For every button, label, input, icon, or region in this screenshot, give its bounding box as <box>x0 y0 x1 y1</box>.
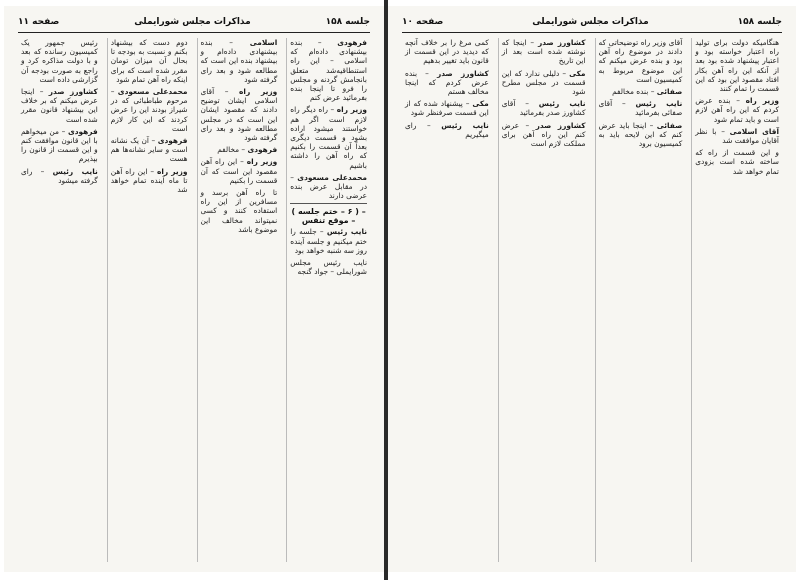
paragraph <box>502 69 586 97</box>
speaker-name: صفائی <box>656 87 683 97</box>
paragraph <box>695 127 779 145</box>
speech-text: آقای وزیر راه توضیحاتی که دادند در موضوع راه آهن بود و بنده عرض میکنم که این موضوع مربوط به کمیسیون است <box>598 38 683 84</box>
speech-text: کمی مرغ را بر خلاف آنچه که دیدید در این قسمت از قانون باید تغییر بدهیم <box>405 38 489 66</box>
speaker-name: مکی <box>569 68 586 78</box>
speaker-name: محمدعلی مسعودی <box>117 87 188 97</box>
speech-text: – عرض کنم این راه آهن برای مملکت لازم است <box>501 120 586 149</box>
right-page-title: مذاکرات مجلس شورایملی <box>532 17 649 27</box>
paragraph <box>290 105 367 169</box>
speaker-name: نایب رئیس <box>326 227 368 237</box>
speech-text: – من میخواهم با این قانون موافقت کنم و این قسمت از قانون را بپذیرم <box>21 126 98 164</box>
speaker-name: نایب رئیس <box>52 166 98 176</box>
speaker-name: وزیر راه <box>239 87 278 97</box>
speech-text: رئیس جمهور یک کمیسیون رسانده که بعد و با دولت مذاکره کرد و راجع به صورت بودجه آن گزارشی داده است <box>21 38 98 84</box>
right-page-header <box>402 14 782 30</box>
paragraph <box>290 38 367 102</box>
paragraph <box>201 145 278 154</box>
right-page <box>388 6 796 572</box>
paragraph <box>599 87 683 96</box>
right-page-number: صفحه ۱۰ <box>402 17 444 27</box>
left-header-rule <box>18 32 370 33</box>
right-column-3 <box>498 38 589 562</box>
paragraph <box>405 38 489 66</box>
heading-text: – ( ۶ – ختم جلسه ) – موقع تنفس <box>291 207 366 226</box>
speaker-name: آقای اسلامی <box>729 126 779 136</box>
speaker-name: نایب رئیس <box>538 99 586 109</box>
paragraph <box>21 127 98 164</box>
paragraph <box>405 121 489 139</box>
left-session-number: جلسه ۱۵۸ <box>325 17 370 27</box>
speaker-name: نایب رئیس <box>635 99 683 109</box>
speech-text: – در مقابل عرض بنده عرضی دارند <box>290 172 367 201</box>
speaker-name: وزیر راه <box>336 105 367 115</box>
speaker-name: فرهودی <box>247 145 278 155</box>
speaker-name: کشاورز صدر <box>538 38 586 47</box>
speech-text: و این قسمت از راه که ساخته شده است بزودی تمام خواهد شد <box>695 148 779 176</box>
paragraph <box>695 96 779 124</box>
speech-text: – پیشنهاد شده که از این قسمت صرفنظر شود <box>405 99 489 118</box>
right-column-2 <box>595 38 686 562</box>
speech-text: – آن یک نشانه است و سایر نشانه‌ها هم هست <box>110 136 188 164</box>
speech-text: – آقای اسلامی ایشان توضیح دادند که مقصود ایشان این است که در مجلس مطالعه شود و بعد رای گرفته شود <box>200 87 278 143</box>
speech-text: هنگامیکه دولت برای تولید راه اعتبار خواسته بود و اعتبار پیشنهاد شده بود بعد از آنکه این راه آهن بکار افتاد مقصود این بود که این قسمت را تمام کنند <box>695 38 779 94</box>
speech-text: – اینجا عرض میکنم که بر خلاف این بیشنهاد قانون مقرر شده است <box>21 87 98 124</box>
speech-text: – مرحوم طباطبائی که در شیراز بودند این را عرض کردند که این کار لازم است <box>110 87 188 133</box>
speech-text: – بنده مخالفم <box>612 87 655 97</box>
speaker-name: صفائی <box>656 120 683 130</box>
speech-text: – رای میگیریم <box>405 120 489 139</box>
speaker-name: فرهودی <box>337 38 367 47</box>
left-column-3 <box>107 38 191 562</box>
paragraph <box>290 227 367 255</box>
speech-text: – آقای صفائی بفرمائید <box>598 99 683 118</box>
paragraph <box>695 38 779 93</box>
right-column-4 <box>402 38 492 562</box>
speech-text: – بنده بیشنهادی داده‌ام و بیشنهاد بنده این است که مطالعه شود و بعد رای گرفته شود <box>200 38 278 84</box>
paragraph <box>111 38 188 84</box>
right-columns <box>402 38 782 562</box>
speaker-name: کشاورز صدر <box>48 87 98 97</box>
speech-text: تا راه آهن برسد و مسافرین از این راه استفاده کنند و کسی نمیتواند مخالف این موضوع باشد <box>200 188 278 234</box>
paragraph <box>21 38 98 84</box>
paragraph <box>502 121 586 149</box>
paragraph <box>599 38 683 84</box>
speaker-name: وزیر راه <box>246 157 278 167</box>
paragraph <box>111 136 188 164</box>
speech-text: – بنده عرض کردم که اینجا مخالف هستم <box>405 68 489 97</box>
paragraph <box>695 148 779 176</box>
speech-text: – بنده عرض کردم که این راه آهن لازم است و باید تمام شود <box>695 96 779 124</box>
signature-line <box>290 258 367 276</box>
speaker-name: اسلامی <box>249 38 278 47</box>
speaker-name: وزیر راه <box>745 96 779 106</box>
speaker-name: فرهودی <box>67 126 98 136</box>
signature-text: نایب رئیس مجلس شورایملی – جواد گنجه <box>290 258 367 277</box>
speech-text: – با نظر آقایان موافقت شد <box>695 126 779 146</box>
paragraph <box>201 87 278 142</box>
speaker-name: مکی <box>472 99 489 109</box>
speech-text: – رای گرفته میشود <box>21 166 98 185</box>
paragraph <box>405 99 489 117</box>
speech-text: – آقای کشاورز صدر بفرمائید <box>501 99 586 118</box>
paragraph <box>599 99 683 117</box>
speech-text: – اینجا که نوشته شده است بعد از این تاریخ <box>501 38 586 66</box>
paragraph <box>111 167 188 195</box>
left-page <box>4 6 384 572</box>
speech-text: – بنده بیشنهادی داده‌ام که اسلامی – این راه استنطاقیه‌شد متعلق بانجامش گردنه و مجلس را فرو تا اینجا بنده بفرمائید عرض کنم <box>290 38 367 103</box>
paragraph <box>502 99 586 117</box>
left-column-4 <box>18 38 101 562</box>
paragraph <box>290 173 367 201</box>
speech-text: – راه دیگر راه لازم است اگر هم خواستند میشود اراده بشود و قسمت دیگری بعداً آن قسمت را بکنیم که راه آهن را داشته باشیم <box>290 105 367 170</box>
speaker-name: کشاورز صدر <box>437 68 489 78</box>
right-header-rule <box>402 32 782 33</box>
paragraph <box>502 38 586 66</box>
left-page-header <box>18 14 370 30</box>
speaker-name: کشاورز صدر <box>535 120 586 130</box>
speech-text: – این راه آهن مقصود این است که آن قسمت را بکنیم <box>200 157 278 185</box>
speech-text: – مخالفم <box>217 145 246 155</box>
paragraph <box>599 121 683 149</box>
paragraph <box>21 87 98 124</box>
paragraph <box>21 167 98 185</box>
speech-text: دوم دست که بیشنهاد بکنم و نسبت به بودجه تا بحال آن میزان تومان مقرر شده است که برای اینکه راه آهن تمام شود <box>110 38 188 84</box>
paragraph <box>201 188 278 234</box>
speech-text: – دلیلی ندارد که این قسمت در مجلس مطرح شود <box>501 68 586 97</box>
paragraph <box>111 87 188 133</box>
right-session-number: جلسه ۱۵۸ <box>737 17 782 27</box>
paragraph <box>201 157 278 185</box>
left-page-number: صفحه ۱۱ <box>18 17 60 27</box>
section-heading <box>290 207 367 225</box>
speech-text: – این راه آهن تا ماه آینده تمام خواهد شد <box>110 166 188 195</box>
speaker-name: محمدعلی مسعودی <box>297 172 367 182</box>
paragraph <box>405 69 489 97</box>
right-column-1 <box>691 38 782 562</box>
left-column-1 <box>286 38 370 562</box>
speech-text: – جلسه را ختم میکنیم و جلسه آینده روز سه شنبه خواهد بود <box>290 227 367 255</box>
left-column-2 <box>197 38 281 562</box>
paragraph <box>201 38 278 84</box>
speaker-name: نایب رئیس <box>441 120 489 130</box>
left-columns <box>18 38 370 562</box>
section-separator <box>290 203 367 204</box>
left-page-title: مذاکرات مجلس شورایملی <box>134 17 251 27</box>
speech-text: – اینجا باید عرض کنم که این لایحه باید به کمیسیون برود <box>598 120 683 149</box>
speaker-name: وزیر راه <box>156 166 188 176</box>
speaker-name: فرهودی <box>157 136 188 146</box>
